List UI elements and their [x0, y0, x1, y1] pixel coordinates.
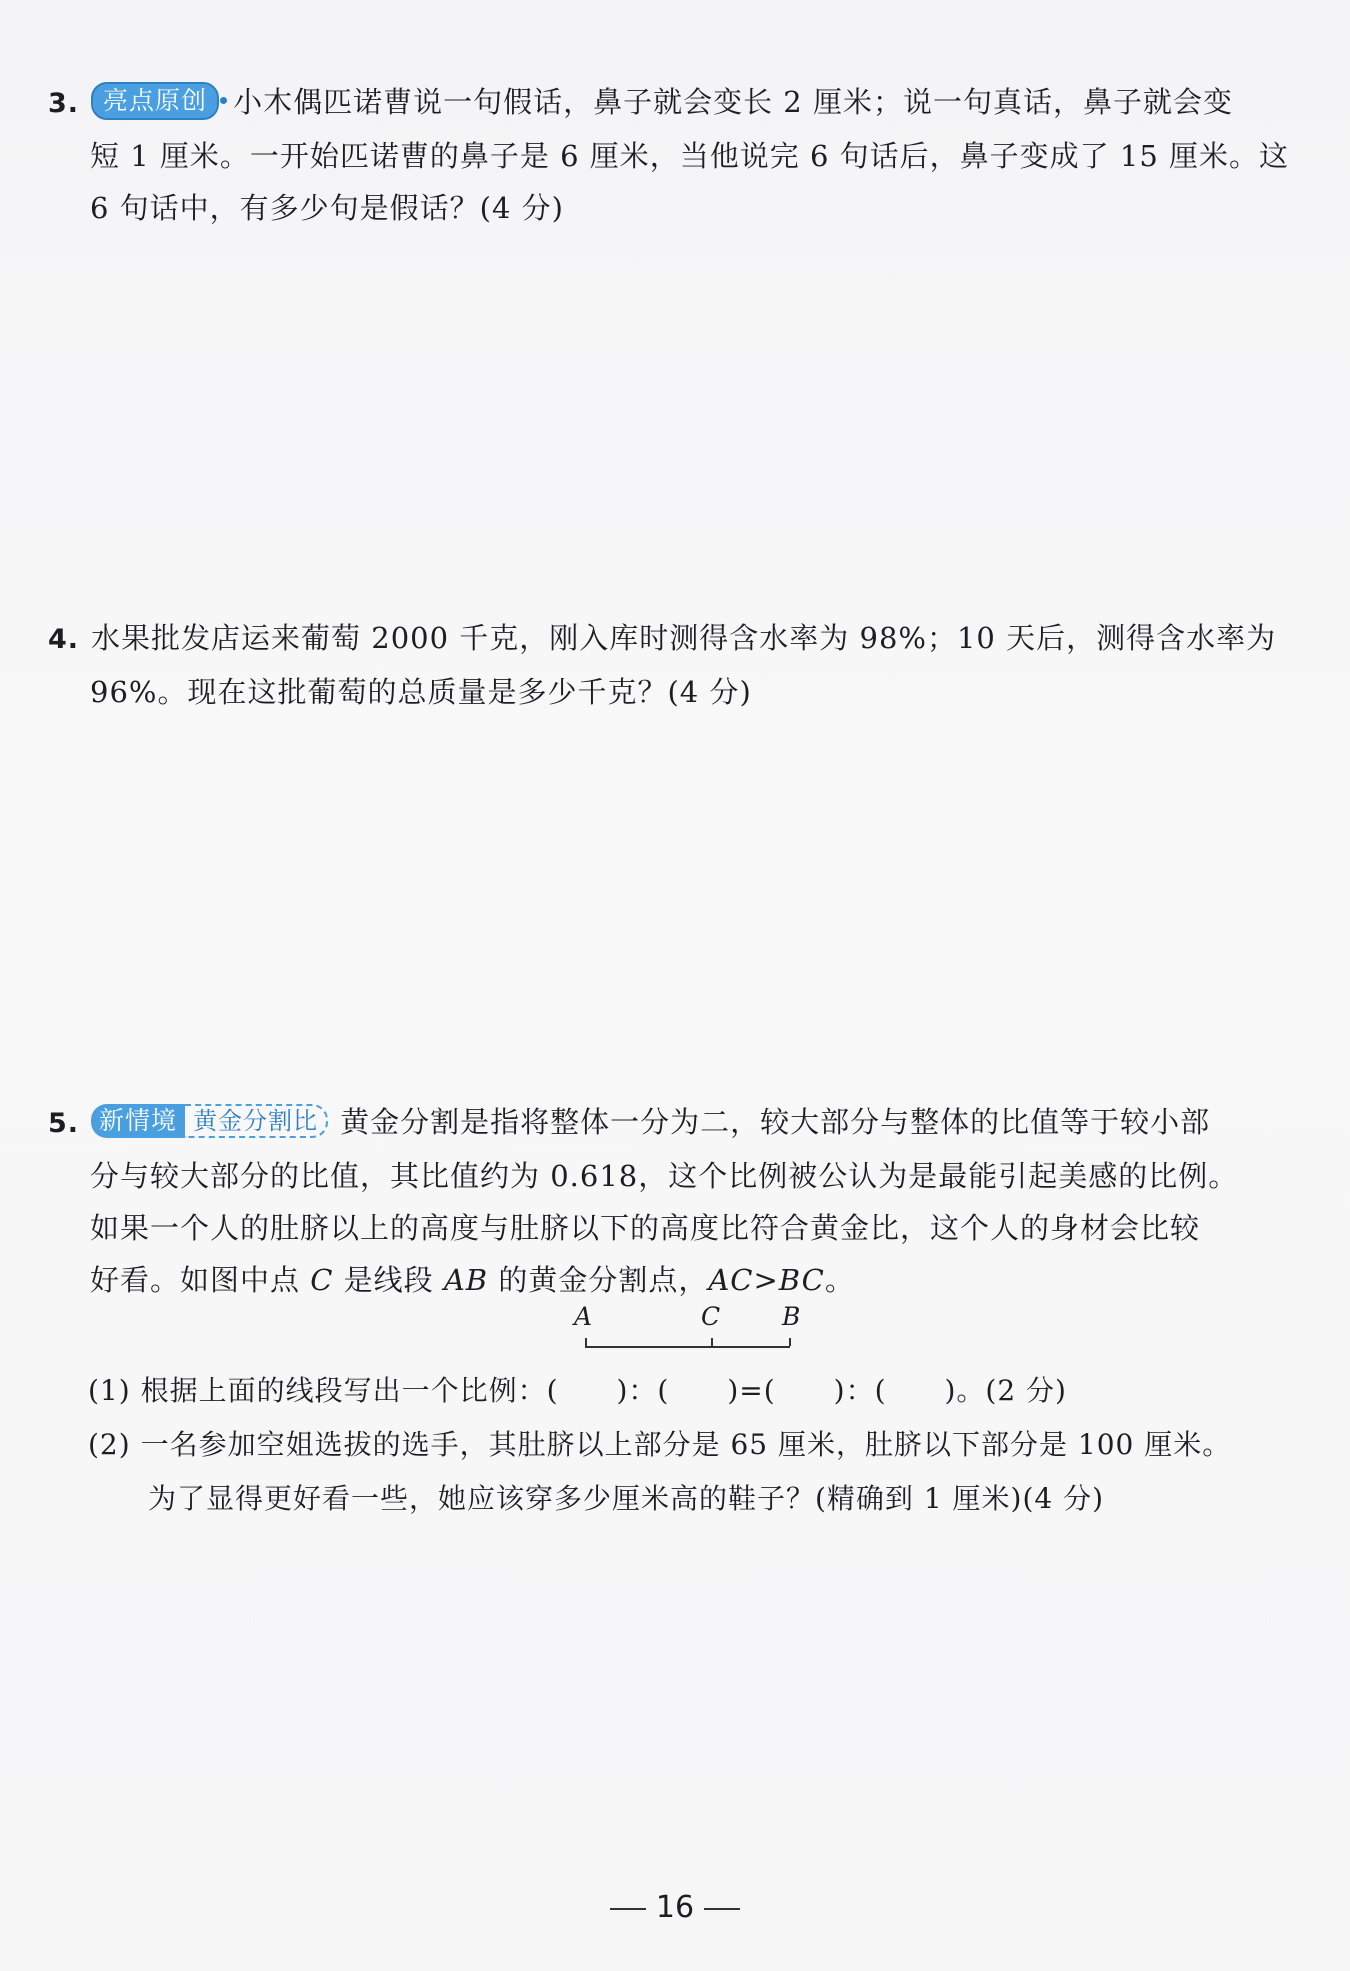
inequality: AC>BC — [708, 1263, 825, 1297]
point-b-label: B — [782, 1302, 801, 1331]
question-text: 小木偶匹诺曹说一句假话，鼻子就会变长 2 厘米；说一句真话，鼻子就会变 — [233, 85, 1233, 119]
tick-c — [711, 1338, 713, 1346]
tag-topic: 黄金分割比 — [185, 1104, 328, 1138]
question-5-part-2 — [88, 1418, 1310, 1526]
new-context-tag — [91, 1104, 328, 1138]
question-5 — [48, 1096, 1310, 1306]
question-3 — [48, 76, 1310, 234]
text-fragment: 的黄金分割点， — [488, 1263, 709, 1297]
sub-question-text: (2) 一名参加空姐选拔的选手，其肚脐以上部分是 65 厘米，肚脐以下部分是 100 厘米。 — [88, 1428, 1232, 1461]
text-fragment: 是线段 — [333, 1263, 444, 1297]
question-number: 3. — [48, 88, 80, 119]
question-text: 黄金分割是指将整体一分为二，较大部分与整体的比值等于较小部 — [340, 1105, 1211, 1139]
question-text: 短 1 厘米。一开始匹诺曹的鼻子是 6 厘米，当他说完 6 句话后，鼻子变成了 15 厘米。这 — [90, 139, 1290, 173]
page-footer — [0, 1890, 1350, 1925]
point-a-label: A — [574, 1302, 593, 1331]
sub-question-text: 为了显得更好看一些，她应该穿多少厘米高的鞋子？(精确到 1 厘米)(4 分) — [148, 1482, 1105, 1515]
segment-label: AB — [443, 1263, 489, 1297]
question-text: 水果批发店运来葡萄 2000 千克，刚入库时测得含水率为 98%；10 天后，测得含水率为 — [91, 621, 1277, 655]
page-number: 16 — [655, 1890, 695, 1925]
tag-main: 新情境 — [91, 1104, 185, 1138]
segment-line — [585, 1346, 790, 1348]
footer-dash — [610, 1908, 646, 1910]
question-number: 5. — [48, 1108, 80, 1139]
question-5-part-1 — [88, 1364, 1310, 1418]
question-number: 4. — [48, 624, 80, 655]
question-text — [48, 1254, 1310, 1306]
tick-b — [789, 1338, 791, 1346]
highlight-original-tag: 亮点原创 — [91, 82, 219, 120]
tick-a — [585, 1338, 587, 1346]
footer-dash — [704, 1908, 740, 1910]
question-4 — [48, 612, 1310, 718]
question-text: 96%。现在这批葡萄的总质量是多少千克？(4 分) — [90, 675, 752, 709]
sub-question-text: (1) 根据上面的线段写出一个比例：( )：( )=( )：( )。(2 分) — [88, 1374, 1067, 1407]
point-c-label: C — [701, 1302, 721, 1331]
question-text: 分与较大部分的比值，其比值约为 0.618，这个比例被公认为是最能引起美感的比例。 — [90, 1159, 1239, 1193]
point-label: C — [310, 1263, 334, 1297]
question-text: 如果一个人的肚脐以上的高度与肚脐以下的高度比符合黄金比，这个人的身材会比较 — [90, 1211, 1201, 1245]
text-fragment: 。 — [824, 1263, 855, 1297]
text-fragment: 好看。如图中点 — [90, 1263, 311, 1297]
segment-ab-figure — [560, 1302, 820, 1360]
question-text: 6 句话中，有多少句是假话？(4 分) — [90, 191, 564, 225]
